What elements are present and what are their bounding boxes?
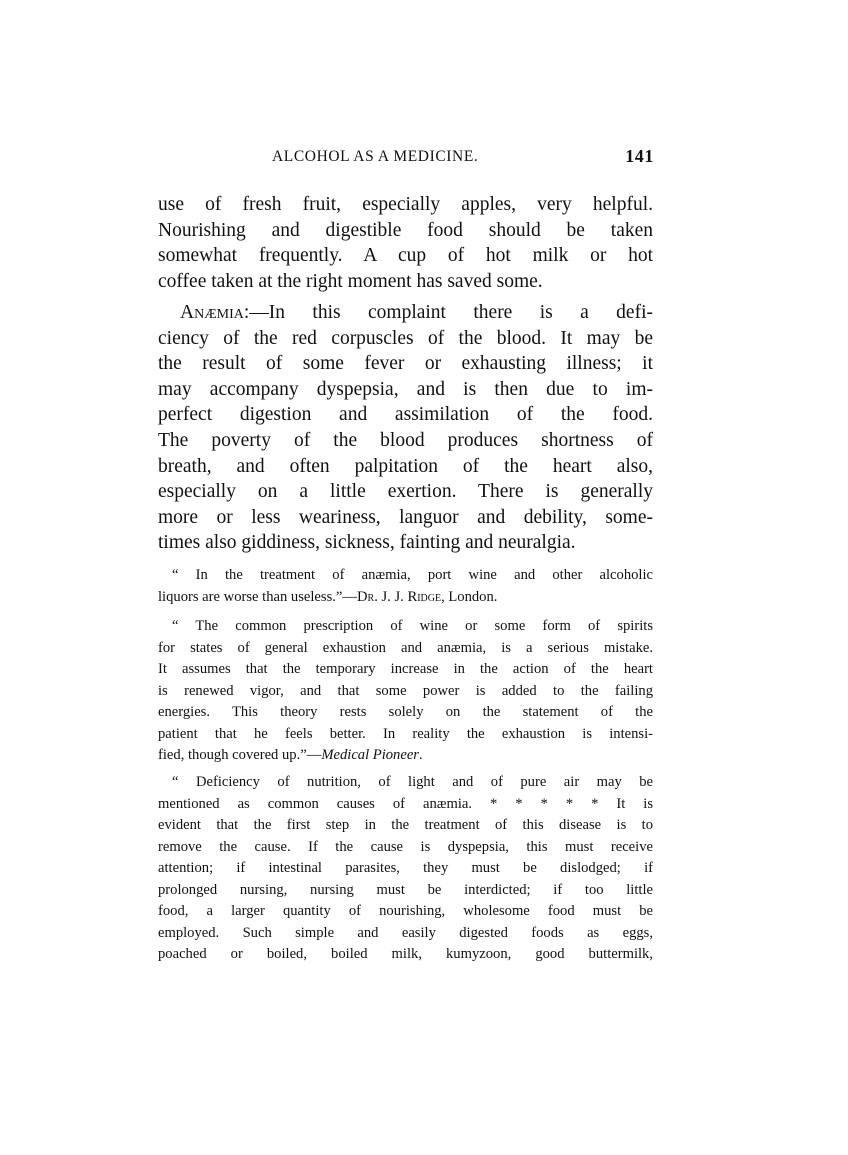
text-line: remove the cause. If the cause is dyspepsia, this must receive xyxy=(158,838,653,855)
text-line: food, a larger quantity of nourishing, wholesome food must be xyxy=(158,903,653,919)
text-line: employed. Such simple and easily digested foods as eggs, xyxy=(158,924,653,941)
text-line: the result of some fever or exhausting illness; it xyxy=(158,353,653,375)
text-line: somewhat frequently. A cup of hot milk or hot xyxy=(158,245,653,267)
text-line xyxy=(158,587,653,609)
text-line: perfect digestion and assimilation of the food. xyxy=(158,404,653,426)
text-line: ciency of the red corpuscles of the blood. It may be xyxy=(158,327,653,349)
text-line: poached or boiled, boiled milk, kumyzoon, good buttermilk, xyxy=(158,946,653,962)
text-line: more or less weariness, languor and debility, some- xyxy=(158,506,653,528)
small-caps-text: Dr. J. J. Ridge xyxy=(357,588,442,605)
text-line: evident that the first step in the treatment of this disease is to xyxy=(158,817,653,833)
text-line: “ The common prescription of wine or some form of spirits xyxy=(172,618,653,634)
quote-medical-pioneer xyxy=(158,616,653,767)
page-number: 141 xyxy=(625,146,654,166)
text-segment: :—In this complaint there is a defi- xyxy=(243,302,653,323)
quote-ridge xyxy=(158,565,653,608)
text-line: is renewed vigor, and that some power is added to the failing xyxy=(158,682,653,699)
text-line: patient that he feels better. In reality the exhaustion is intensi- xyxy=(158,725,653,742)
text-line: mentioned as common causes of anæmia. * * * * * It is xyxy=(158,795,653,812)
text-line: prolonged nursing, nursing must be interdicted; if too little xyxy=(158,881,653,898)
text-segment: . xyxy=(419,747,423,763)
text-line: breath, and often palpitation of the heart also, xyxy=(158,455,653,477)
text-line xyxy=(158,745,653,767)
text-segment: , London. xyxy=(441,588,498,605)
text-line: energies. This theory rests solely on the statement of the xyxy=(158,704,653,720)
text-line: for states of general exhaustion and anæmia, is a serious mistake. xyxy=(158,639,653,656)
running-header xyxy=(272,148,654,172)
quote-deficiency xyxy=(158,772,653,966)
italic-citation: Medical Pioneer xyxy=(321,747,419,763)
paragraph-continued xyxy=(158,192,653,294)
text-line: Nourishing and digestible food should be taken xyxy=(158,219,653,241)
text-line: It assumes that the temporary increase in the action of the heart xyxy=(158,661,653,677)
text-segment: liquors are worse than useless.”— xyxy=(158,588,357,605)
text-line: The poverty of the blood produces shortness of xyxy=(158,429,653,451)
text-segment: fied, though covered up.”— xyxy=(158,747,322,763)
paragraph-anaemia xyxy=(158,300,653,556)
text-line: attention; if intestinal parasites, they must be dislodged; if xyxy=(158,860,653,876)
text-line: coffee taken at the right moment has saved some. xyxy=(158,270,543,292)
text-line: use of fresh fruit, especially apples, very helpful. xyxy=(158,194,653,215)
small-caps-text: Anæmia xyxy=(180,302,244,323)
text-line xyxy=(158,300,653,326)
text-line: “ In the treatment of anæmia, port wine and other alcoholic xyxy=(172,567,653,583)
text-line: especially on a little exertion. There is generally xyxy=(158,481,653,503)
text-line: times also giddiness, sickness, fainting and neuralgia. xyxy=(158,532,576,554)
text-line: may accompany dyspepsia, and is then due to im- xyxy=(158,378,653,400)
running-title: ALCOHOL AS A MEDICINE. xyxy=(272,148,479,165)
text-line: “ Deficiency of nutrition, of light and of pure air may be xyxy=(172,774,653,790)
